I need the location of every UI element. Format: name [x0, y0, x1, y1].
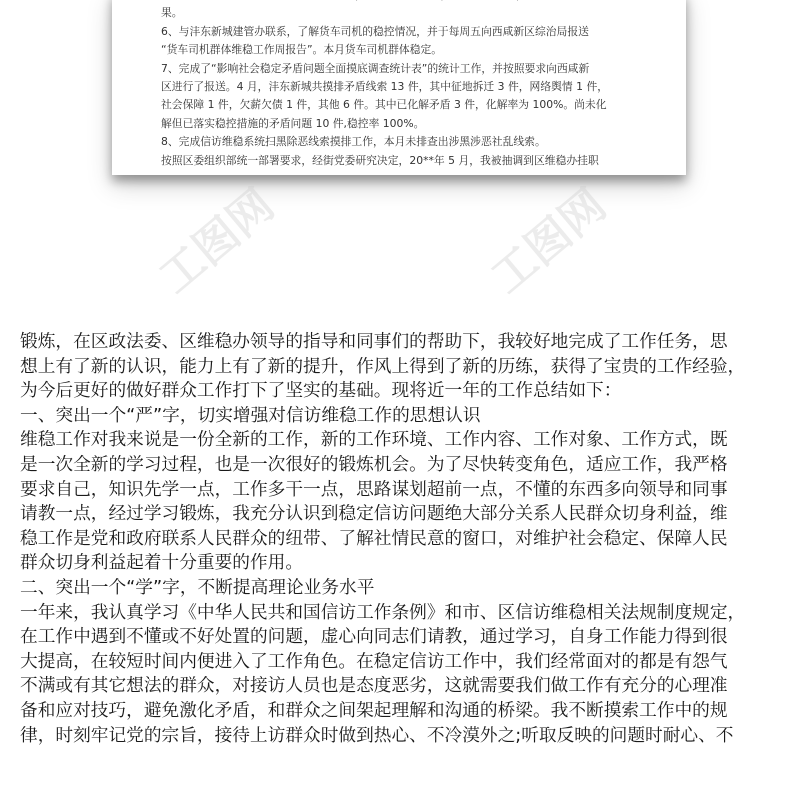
article-line: 要求自己，知识先学一点，工作多干一点，思路谋划超前一点，不懂的东西多向领导和同事 [20, 479, 728, 500]
preview-line [161, 0, 661, 4]
article-line: 大提高，在较短时间内便进入了工作角色。在稳定信访工作中，我们经常面对的都是有怨气 [20, 651, 728, 672]
article-body [20, 330, 782, 748]
document-preview-area [0, 0, 800, 310]
article-line: 为今后更好的做好群众工作打下了坚实的基础。现将近一年的工作总结如下： [20, 381, 622, 402]
article-line: 锻炼，在区政法委、区维稳办领导的指导和同事们的帮助下，我较好地完成了工作任务，思 [20, 332, 728, 352]
article-line: 律，时刻牢记党的宗旨，接待上访群众时做到热心、不冷漠外之;听取反映的问题时耐心、不 [20, 725, 734, 746]
preview-line: 7、完成了“影响社会稳定矛盾问题全面摸底调查统计表”的统计工作，并按照要求向西咸新 [161, 61, 590, 75]
preview-line: 8、完成信访维稳系统扫黑除恶线索摸排工作，本月未排查出涉黑涉恶社乱线索。 [161, 135, 546, 149]
document-page-thumbnail [112, 0, 686, 175]
article-line: 一年来，我认真学习《中华人民共和国信访工作条例》和市、区信访维稳相关法规制度规定， [20, 602, 746, 623]
article-line: 群众切身利益起着十分重要的作用。 [20, 553, 304, 574]
preview-line: 区进行了报送。4 月，沣东新城共摸排矛盾线索 13 件，其中征地拆迁 3 件，网络舆情 1 件， [161, 80, 609, 94]
article-line: 在工作中遇到不懂或不好处置的问题，虚心向同志们请教，通过学习，自身工作能力得到很 [20, 627, 728, 648]
preview-line: 社会保障 1 件，欠薪欠债 1 件，其他 6 件。其中已化解矛盾 3 件，化解率为 100%。尚未化 [161, 98, 607, 112]
article-line: 请教一点，经过学习锻炼，我充分认识到稳定信访问题绝大部分关系人民群众切身利益，维 [20, 504, 728, 525]
article-line: 维稳工作对我来说是一份全新的工作，新的工作环境、工作内容、工作对象、工作方式，既 [20, 430, 728, 451]
watermark-logo: 工图网 [149, 179, 284, 304]
section-heading: 二、突出一个“学”字，不断提高理论业务水平 [20, 577, 375, 598]
preview-text [161, 0, 661, 170]
preview-line: 6、与沣东新城建管办联系，了解货车司机的稳控情况，并于每周五向西咸新区综治局报送 [161, 24, 589, 38]
preview-line: “货车司机群体维稳工作周报告”。本月货车司机群体稳定。 [161, 43, 443, 57]
preview-line: 解但已落实稳控措施的矛盾问题 10 件,稳控率 100%。 [161, 116, 425, 130]
article-line: 想上有了新的认识，能力上有了新的提升，作风上得到了新的历练，获得了宝贵的工作经验， [20, 356, 746, 377]
preview-line: 果。 [161, 6, 183, 20]
section-heading: 一、突出一个“严”字，切实增强对信访维稳工作的思想认识 [20, 405, 481, 426]
watermark-logo: 工图网 [481, 179, 616, 304]
article-line: 不满或有其它想法的群众，对接访人员也是态度恶劣，这就需要我们做工作有充分的心理准 [20, 676, 728, 697]
preview-line: 按照区委组织部统一部署要求，经街党委研究决定，20**年 5 月，我被抽调到区维稳办挂职 [161, 153, 599, 167]
article-line: 是一次全新的学习过程，也是一次很好的锻炼机会。为了尽快转变角色，适应工作，我严格 [20, 454, 728, 475]
article-line: 备和应对技巧，避免激化矛盾，和群众之间架起理解和沟通的桥梁。我不断摸索工作中的规 [20, 700, 728, 721]
article-line: 稳工作是党和政府联系人民群众的纽带、了解社情民意的窗口，对维护社会稳定、保障人民 [20, 528, 728, 549]
